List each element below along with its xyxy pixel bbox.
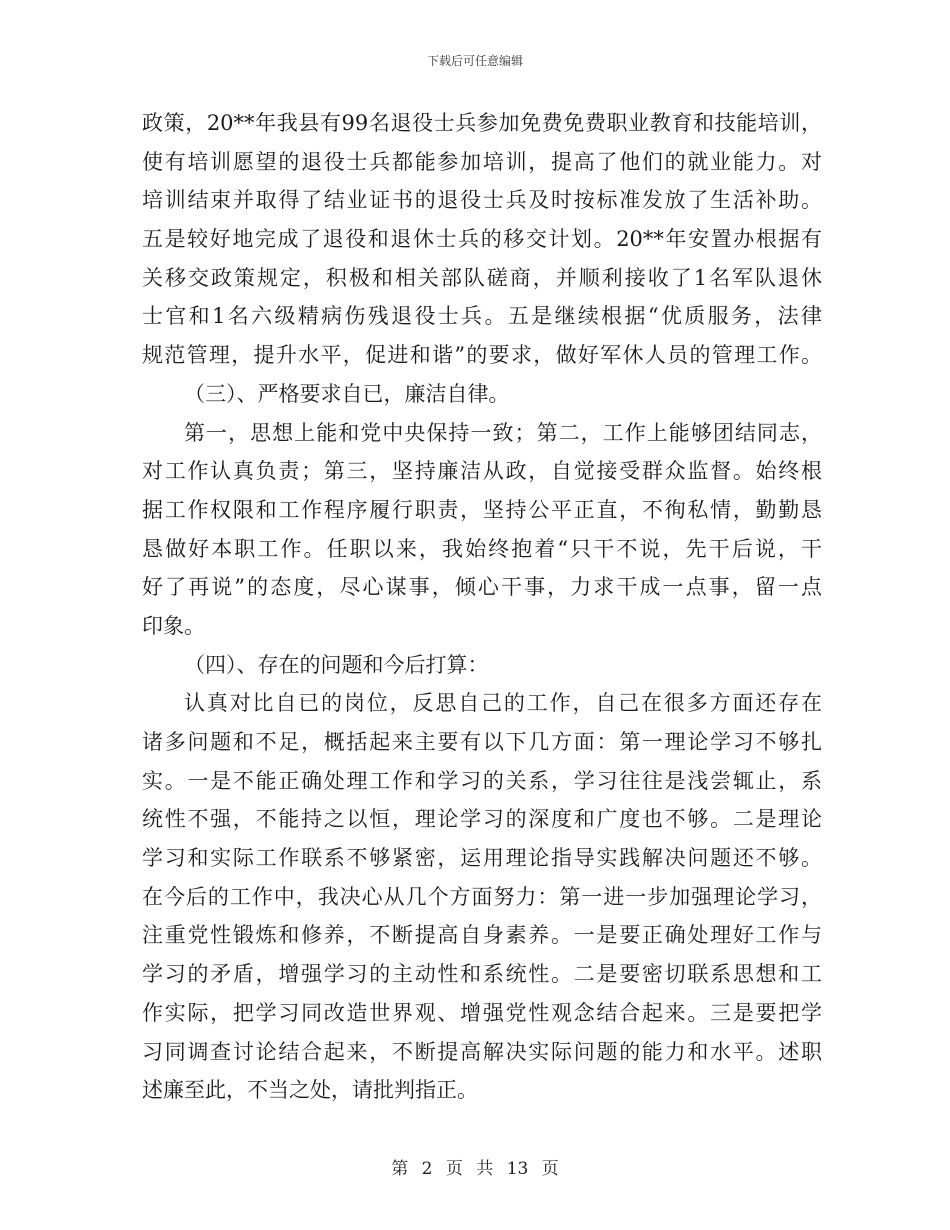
text-line: 在今后的工作中，我决心从几个方面努力：第一进一步加强理论学习， [142, 884, 822, 909]
text-line: 士官和1名六级精病伤残退役士兵。五是继续根据“优质服务，法律 [142, 304, 822, 329]
text-line: 五是较好地完成了退役和退休士兵的移交计划。20**年安置办根据有 [142, 227, 822, 252]
document-body [142, 104, 822, 1110]
text-line: 统性不强，不能持之以恒，理论学习的深度和广度也不够。二是理论 [142, 807, 822, 832]
text-line: 学习和实际工作联系不够紧密，运用理论指导实践解决问题还不够。 [142, 846, 822, 871]
text-line: 据工作权限和工作程序履行职责，坚持公平正直，不徇私情，勤勤恳 [142, 497, 822, 522]
text-line: 使有培训愿望的退役士兵都能参加培训，提高了他们的就业能力。对 [142, 149, 822, 174]
text-line: 述廉至此，不当之处，请批判指正。 [142, 1078, 478, 1103]
text-line: 好了再说”的态度，尽心谋事，倾心干事，力求干成一点事，留一点 [142, 575, 822, 600]
text-line: 注重党性锻炼和修养，不断提高自身素养。一是要正确处理好工作与 [142, 923, 822, 948]
text-line: 认真对比自已的岗位，反思自己的工作，自己在很多方面还存在 [184, 691, 822, 716]
page-header: 下载后可任意编辑 [426, 54, 523, 68]
text-line: 对工作认真负责；第三，坚持廉洁从政，自觉接受群众监督。始终根 [142, 459, 822, 484]
text-line: 学习的矛盾，增强学习的主动性和系统性。二是要密切联系思想和工 [142, 962, 822, 987]
text-line: 政策，20**年我县有99名退役士兵参加免费免费职业教育和技能培训， [142, 111, 822, 135]
text-line: 第一，思想上能和党中央保持一致；第二，工作上能够团结同志， [184, 420, 822, 445]
text-line: 印象。 [142, 613, 205, 638]
text-line: 作实际，把学习同改造世界观、增强党性观念结合起来。三是要把学 [142, 1000, 822, 1025]
page-footer: 第 2 页 共 13 页 [391, 1159, 559, 1179]
text-line: 培训结束并取得了结业证书的退役士兵及时按标准发放了生活补助。 [142, 188, 822, 213]
text-line: 规范管理，提升水平，促进和谐”的要求，做好军休人员的管理工作。 [142, 343, 822, 368]
section-heading-3: （三）、严格要求自已，廉洁自律。 [184, 381, 510, 406]
text-line: 恳做好本职工作。任职以来，我始终抱着“只干不说，先干后说，干 [142, 536, 822, 561]
text-line: 习同调查讨论结合起来，不断提高解决实际问题的能力和水平。述职 [142, 1039, 822, 1064]
text-line: 诸多问题和不足，概括起来主要有以下几方面：第一理论学习不够扎 [142, 730, 822, 754]
text-line: 实。一是不能正确处理工作和学习的关系，学习往往是浅尝辄止，系 [142, 768, 822, 793]
text-line: 关移交政策规定，积极和相关部队磋商，并顺利接收了1名军队退休 [142, 265, 822, 290]
section-heading-4: （四）、存在的问题和今后打算： [184, 652, 489, 677]
